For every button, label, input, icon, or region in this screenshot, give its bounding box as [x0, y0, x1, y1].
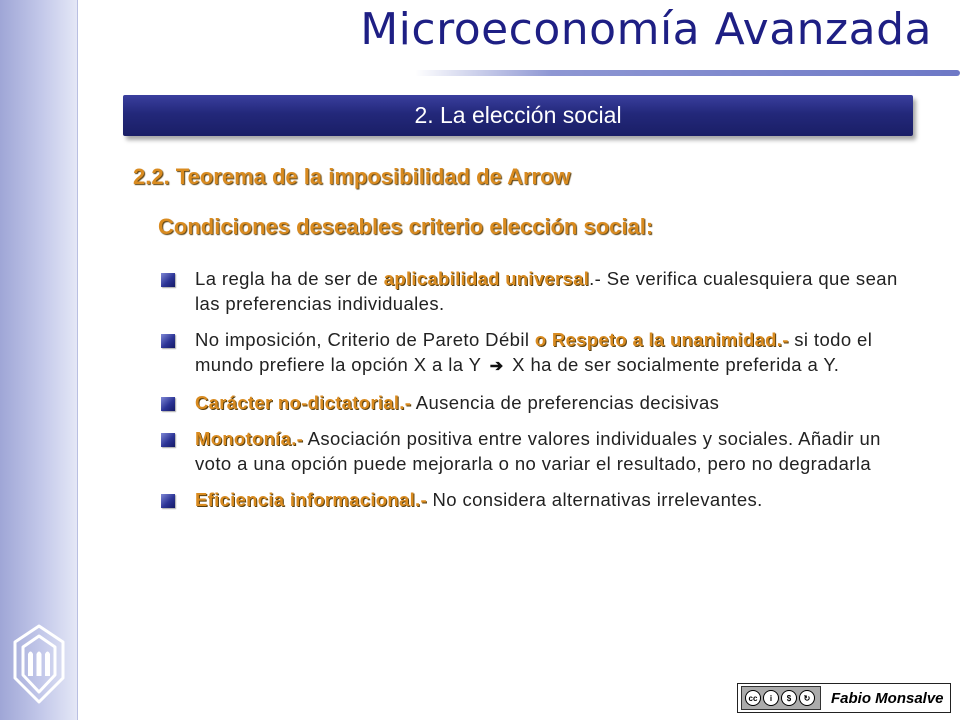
author-name: Fabio Monsalve: [831, 689, 944, 707]
sharealike-icon: ↻: [799, 690, 815, 706]
highlight-term: aplicabilidad universal: [383, 268, 590, 289]
bullet-text: Asociación positiva entre valores individuales y sociales. Añadir un voto a una opción puede mejorarla o no variar el resultado, pero no degradarla: [195, 428, 881, 474]
attribution-icon: i: [763, 690, 779, 706]
bullet-text: La regla ha de ser de: [195, 268, 384, 289]
bullet-text: si todo el mundo prefiere la opción X a la Y: [195, 329, 873, 375]
university-logo-icon: [8, 622, 70, 706]
highlight-term: Monotonía.-: [195, 428, 304, 449]
bullet-text: Ausencia de preferencias decisivas: [411, 392, 720, 413]
bullet-text: X ha de ser socialmente preferida a Y.: [506, 354, 840, 375]
cc-icon: cc: [745, 690, 761, 706]
section-title: 2. La elección social: [414, 102, 622, 128]
bullet-text: .- Se verifica cualesquiera que sean las preferencias individuales.: [195, 268, 898, 314]
list-item: [157, 266, 902, 316]
list-item: [157, 327, 902, 379]
square-bullet-icon: [161, 273, 175, 287]
highlight-term: Carácter no-dictatorial.-: [195, 392, 412, 413]
bullet-text: No considera alternativas irrelevantes.: [426, 489, 763, 510]
right-arrow-icon: ➔: [489, 358, 504, 375]
bullet-text: No imposición, Criterio de Pareto Débil: [195, 329, 535, 350]
slide-subtitle: 2.2. Teorema de la imposibilidad de Arrow: [133, 164, 571, 189]
conditions-list: [157, 266, 902, 523]
highlight-term: o Respeto a la unanimidad.-: [534, 329, 789, 350]
list-item: [157, 487, 902, 512]
section-header-bar: [123, 95, 913, 136]
square-bullet-icon: [161, 494, 175, 508]
list-item: [157, 426, 902, 476]
creative-commons-badge: [741, 686, 821, 710]
square-bullet-icon: [161, 397, 175, 411]
sidebar-divider: [77, 0, 78, 720]
square-bullet-icon: [161, 433, 175, 447]
square-bullet-icon: [161, 334, 175, 348]
license-badge: [737, 683, 951, 713]
app-title: Microeconomía Avanzada: [360, 4, 932, 55]
conditions-heading: Condiciones deseables criterio elección social:: [158, 214, 654, 239]
sidebar-band: [0, 0, 77, 720]
noncommercial-icon: $: [781, 690, 797, 706]
highlight-term: Eficiencia informacional.-: [195, 489, 427, 510]
title-underline: [415, 70, 960, 76]
list-item: [157, 390, 902, 415]
